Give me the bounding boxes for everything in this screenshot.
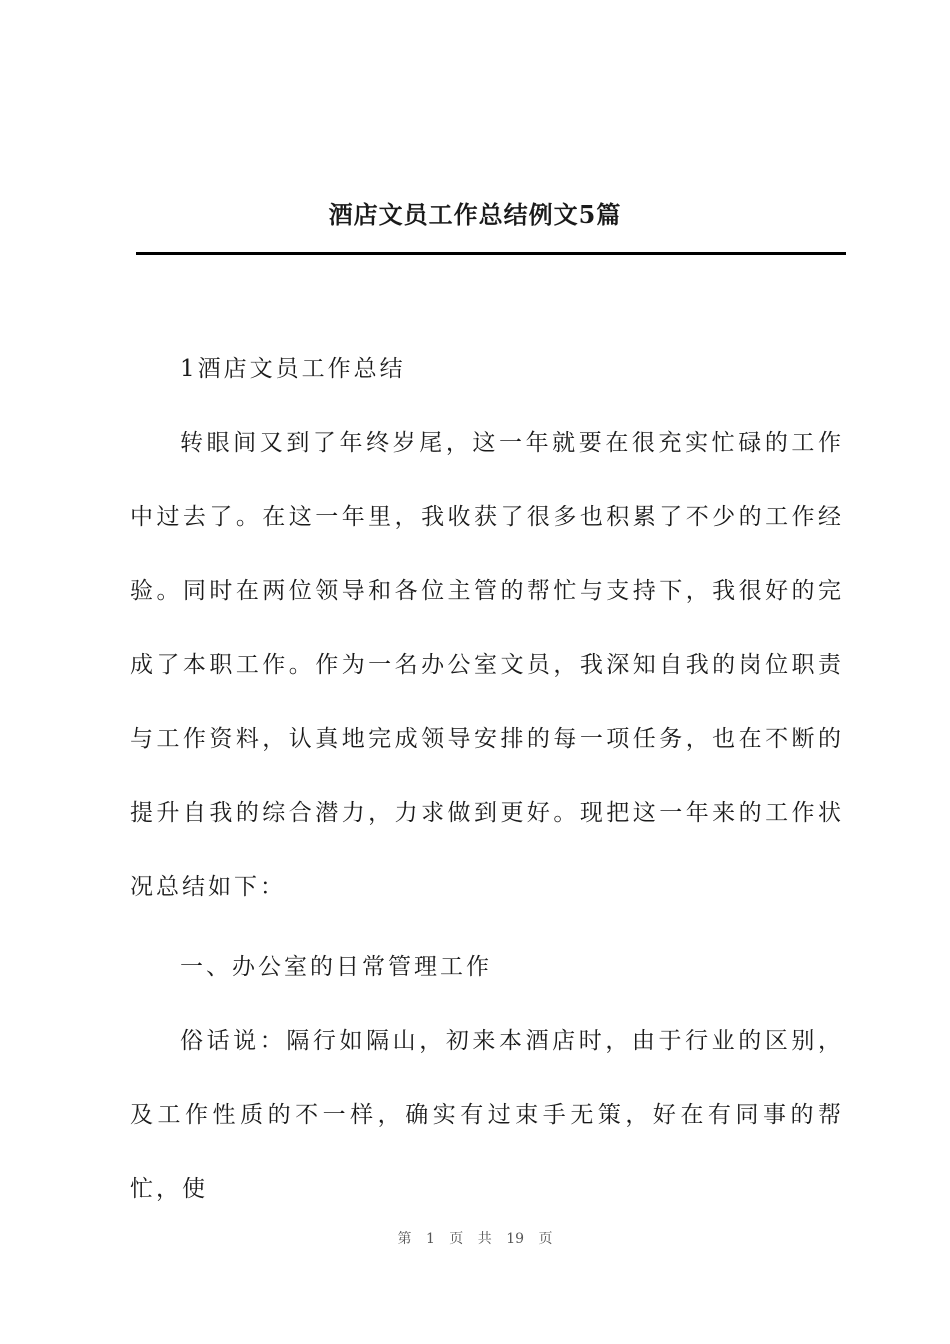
document-title: 酒店文员工作总结例文5篇	[328, 200, 622, 229]
section-paragraph-1	[130, 406, 844, 924]
paragraph-text: 转眼间又到了年终岁尾，这一年就要在很充实忙碌的工作中过去了。在这一年里，我收获了很多也积累了不少的工作经验。同时在两位领导和各位主管的帮忙与支持下，我很好的完成了本职工作。作为一名办公室文员，我深知自我的岗位职责与工作资料，认真地完成领导安排的每一项任务，也在不断的提升自我的综合潜力，力求做到更好。现把这一年来的工作状况总结如下：	[130, 430, 844, 900]
title-divider	[136, 252, 846, 255]
section-heading-1: 1酒店文员工作总结	[180, 356, 406, 382]
paragraph-text: 俗话说：隔行如隔山，初来本酒店时，由于行业的区别，及工作性质的不一样，确实有过束手无策，好在有同事的帮忙，使	[130, 1028, 844, 1202]
page-footer: 第 1 页 共 19 页	[397, 1231, 553, 1247]
section-heading-2: 一、办公室的日常管理工作	[180, 954, 492, 980]
section-paragraph-2	[130, 1004, 844, 1226]
